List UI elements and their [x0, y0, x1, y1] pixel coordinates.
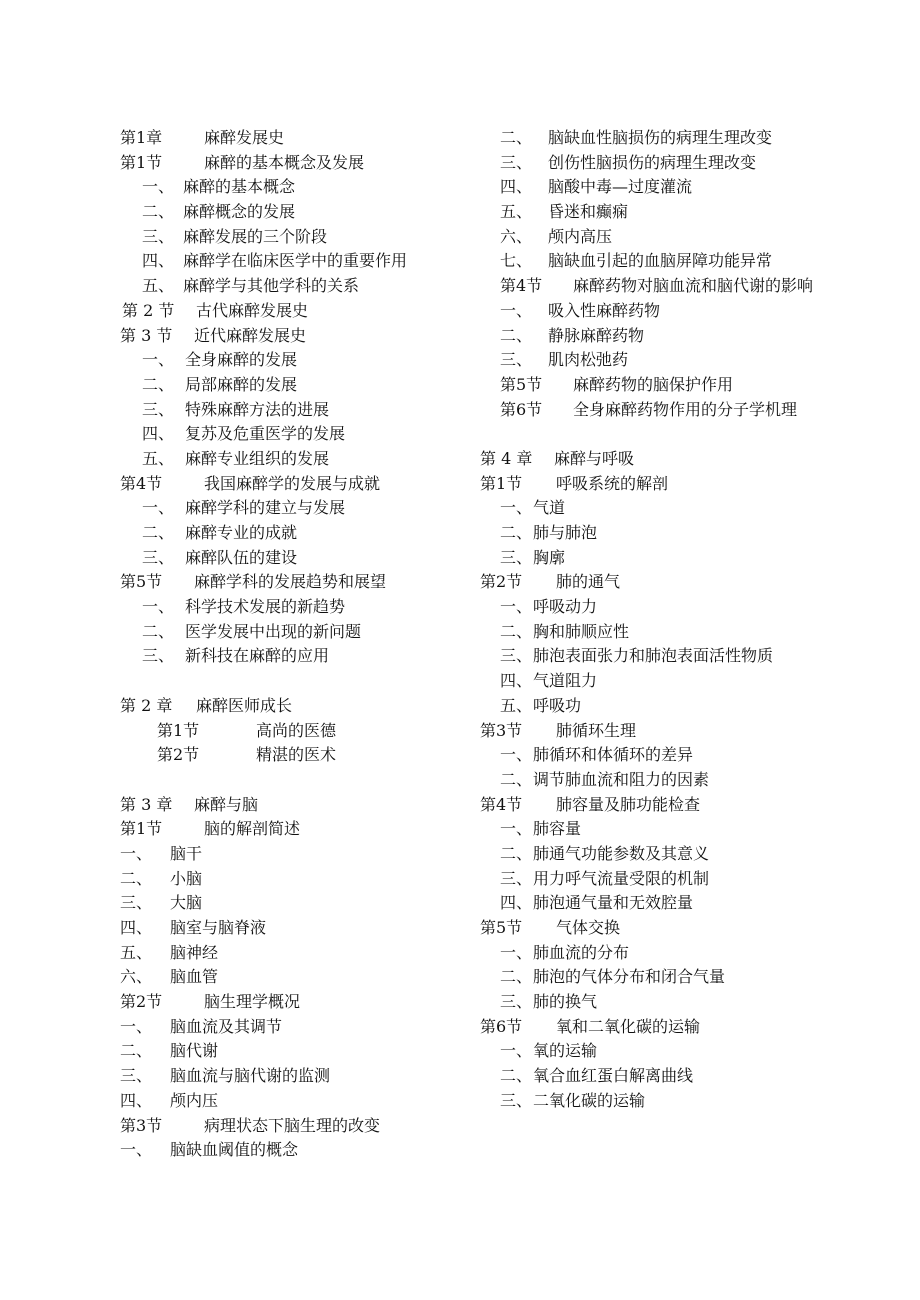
toc-number: 一、: [142, 350, 175, 370]
toc-number: 三、: [142, 547, 175, 567]
toc-item: [480, 1089, 825, 1114]
toc-title: 创伤性脑损伤的病理生理改变: [548, 152, 757, 172]
toc-number: 四、: [120, 918, 153, 937]
toc-number: 一、: [142, 498, 175, 518]
toc-title: 科学技术发展的新趋势: [185, 597, 346, 617]
toc-item: [120, 867, 465, 892]
toc-title: 肺的换气: [533, 992, 598, 1012]
toc-title: 麻醉与脑: [194, 794, 259, 814]
toc-number: 二、: [500, 967, 533, 987]
toc-item: [480, 620, 825, 645]
toc-title: 呼吸动力: [533, 597, 598, 617]
toc-item: [120, 373, 465, 398]
toc-number: 第2节: [480, 572, 523, 592]
toc-left-column: [120, 126, 465, 1163]
toc-title: 肺泡通气量和无效腔量: [533, 893, 694, 913]
toc-item: [480, 990, 825, 1015]
toc-number: 第4节: [480, 794, 523, 814]
toc-number: 三、: [500, 992, 533, 1012]
toc-item: [480, 1039, 825, 1064]
blank-line: [480, 422, 825, 447]
toc-chapter-heading: [480, 447, 825, 472]
toc-number: 一、: [500, 942, 533, 962]
toc-title: 氧合血红蛋白解离曲线: [533, 1066, 694, 1086]
toc-item: [480, 249, 825, 274]
toc-title: 麻醉药物的脑保护作用: [573, 374, 734, 394]
toc-item: [480, 546, 825, 571]
toc-item: [480, 867, 825, 892]
toc-number: 二、: [142, 621, 175, 641]
toc-title: 肺的通气: [556, 572, 621, 592]
toc-title: 脑缺血阈值的概念: [170, 1140, 299, 1160]
toc-number: 第1节: [480, 473, 523, 493]
toc-title: 精湛的医术: [256, 745, 337, 765]
toc-item: [120, 891, 465, 916]
toc-title: 麻醉学科的发展趋势和展望: [194, 572, 387, 592]
toc-item: [480, 496, 825, 521]
toc-number: 三、: [120, 1066, 153, 1086]
toc-item: [480, 644, 825, 669]
toc-title: 呼吸系统的解剖: [556, 473, 669, 493]
toc-title: 麻醉与呼吸: [554, 448, 635, 468]
toc-number: 四、: [120, 1090, 153, 1110]
toc-number: 五、: [142, 448, 175, 468]
toc-number: 二、: [142, 374, 175, 394]
toc-item: [120, 644, 465, 669]
toc-title: 气体交换: [556, 918, 621, 938]
toc-number: 二、: [120, 1041, 153, 1061]
toc-title: 肺泡的气体分布和闭合气量: [533, 967, 726, 987]
toc-number: 六、: [500, 226, 533, 246]
toc-title: 肺血流的分布: [533, 942, 630, 962]
toc-title: 脑酸中毒—过度灌流: [548, 177, 693, 197]
toc-title: 胸廓: [533, 547, 566, 567]
toc-section-heading: [480, 373, 825, 398]
toc-section-heading: [120, 990, 465, 1015]
toc-title: 肺通气功能参数及其意义: [533, 843, 710, 863]
toc-number: 二、: [120, 868, 153, 888]
toc-number: 七、: [500, 251, 533, 271]
toc-title: 静脉麻醉药物: [548, 325, 645, 345]
toc-item: [480, 891, 825, 916]
toc-section-heading: [120, 570, 465, 595]
toc-number: 四、: [500, 893, 533, 913]
toc-number: 一、: [500, 498, 533, 518]
toc-title: 麻醉专业组织的发展: [185, 448, 330, 468]
toc-title: 脑缺血性脑损伤的病理生理改变: [548, 128, 773, 147]
toc-title: 氧和二氧化碳的运输: [556, 1016, 701, 1036]
toc-title: 麻醉学科的建立与发展: [185, 498, 346, 518]
toc-title: 脑生理学概况: [204, 992, 301, 1012]
toc-number: 第2节: [157, 745, 200, 765]
toc-title: 麻醉的基本概念及发展: [204, 152, 365, 172]
toc-number: 第5节: [500, 374, 543, 394]
toc-section-heading: [120, 743, 465, 768]
toc-number: 五、: [120, 942, 153, 962]
toc-item: [120, 200, 465, 225]
toc-number: 二、: [500, 843, 533, 863]
toc-section-heading: [480, 916, 825, 941]
toc-item: [120, 1039, 465, 1064]
toc-number: 第2节: [120, 992, 163, 1012]
toc-item: [120, 546, 465, 571]
toc-title: 脑神经: [170, 942, 219, 962]
toc-number: 五、: [142, 276, 175, 296]
toc-number: 第4节: [120, 473, 163, 493]
toc-title: 麻醉医师成长: [196, 695, 293, 715]
toc-item: [480, 151, 825, 176]
toc-number: 第1章: [120, 128, 163, 147]
toc-number: 二、: [500, 523, 533, 543]
toc-item: [480, 324, 825, 349]
toc-item: [120, 521, 465, 546]
toc-item: [120, 274, 465, 299]
toc-title: 全身麻醉的发展: [185, 350, 298, 370]
toc-number: 四、: [500, 177, 533, 197]
toc-item: [480, 126, 825, 151]
toc-number: 三、: [142, 399, 175, 419]
toc-title: 复苏及危重医学的发展: [185, 424, 346, 444]
toc-title: 脑缺血引起的血脑屏障功能异常: [548, 251, 773, 271]
toc-title: 麻醉药物对脑血流和脑代谢的影响: [573, 276, 814, 296]
toc-number: 第6节: [500, 399, 543, 419]
toc-number: 三、: [500, 152, 533, 172]
toc-number: 第1节: [157, 720, 200, 740]
toc-title: 病理状态下脑生理的改变: [204, 1115, 381, 1135]
toc-title: 颅内高压: [548, 226, 613, 246]
toc-number: 第1节: [120, 819, 163, 839]
toc-title: 麻醉专业的成就: [185, 523, 298, 542]
toc-title: 近代麻醉发展史: [194, 325, 307, 345]
toc-title: 调节肺血流和阻力的因素: [533, 769, 710, 789]
toc-number: 一、: [500, 745, 533, 765]
toc-title: 脑代谢: [170, 1041, 219, 1061]
toc-title: 肌肉松弛药: [548, 350, 629, 370]
toc-title: 脑干: [170, 843, 203, 863]
toc-number: 六、: [120, 967, 153, 987]
toc-title: 麻醉发展史: [204, 128, 285, 147]
toc-number: 三、: [500, 1090, 533, 1110]
toc-title: 呼吸功: [533, 695, 582, 715]
toc-section-heading: [480, 793, 825, 818]
toc-title: 二氧化碳的运输: [533, 1090, 646, 1110]
toc-number: 三、: [500, 868, 533, 888]
toc-number: 二、: [500, 621, 533, 641]
toc-title: 颅内压: [170, 1090, 219, 1110]
toc-title: 麻醉发展的三个阶段: [183, 226, 328, 246]
toc-number: 第 4 章: [480, 448, 533, 468]
toc-title: 吸入性麻醉药物: [548, 300, 661, 320]
toc-item: [480, 595, 825, 620]
toc-item: [120, 1138, 465, 1163]
toc-item: [120, 842, 465, 867]
toc-item: [120, 348, 465, 373]
toc-section-heading: [120, 299, 465, 324]
toc-title: 肺循环生理: [556, 720, 637, 740]
toc-title: 氧的运输: [533, 1041, 598, 1061]
toc-section-heading: [120, 151, 465, 176]
toc-item: [120, 175, 465, 200]
toc-number: 第 2 节: [122, 300, 175, 320]
toc-title: 肺容量: [533, 819, 582, 839]
toc-title: 麻醉概念的发展: [183, 202, 296, 222]
toc-item: [120, 249, 465, 274]
toc-item: [120, 1064, 465, 1089]
toc-section-heading: [480, 570, 825, 595]
toc-title: 医学发展中出现的新问题: [185, 621, 362, 641]
toc-number: 四、: [142, 251, 175, 271]
toc-item: [480, 941, 825, 966]
toc-number: 第5节: [480, 918, 523, 938]
toc-right-column: [480, 126, 825, 1114]
toc-title: 用力呼气流量受限的机制: [533, 868, 710, 888]
toc-item: [120, 916, 465, 941]
toc-title: 麻醉学在临床医学中的重要作用: [183, 251, 408, 271]
toc-title: 古代麻醉发展史: [196, 300, 309, 320]
toc-title: 脑血流与脑代谢的监测: [170, 1066, 331, 1086]
toc-section-heading: [480, 1015, 825, 1040]
toc-title: 特殊麻醉方法的进展: [185, 399, 330, 419]
toc-item: [480, 1064, 825, 1089]
toc-section-heading: [120, 1114, 465, 1139]
toc-item: [120, 398, 465, 423]
toc-item: [120, 941, 465, 966]
toc-item: [120, 595, 465, 620]
toc-item: [480, 842, 825, 867]
toc-item: [480, 768, 825, 793]
toc-item: [120, 496, 465, 521]
toc-title: 高尚的医德: [256, 720, 337, 740]
blank-line: [120, 768, 465, 793]
toc-number: 二、: [500, 1066, 533, 1086]
toc-title: 气道阻力: [533, 671, 598, 691]
toc-number: 一、: [500, 300, 533, 320]
toc-title: 麻醉学与其他学科的关系: [183, 276, 360, 296]
toc-title: 麻醉的基本概念: [183, 177, 296, 197]
blank-line: [120, 669, 465, 694]
toc-title: 麻醉队伍的建设: [185, 547, 298, 567]
toc-title: 肺循环和体循环的差异: [533, 745, 694, 765]
toc-number: 第3节: [120, 1115, 163, 1135]
toc-section-heading: [480, 472, 825, 497]
toc-number: 三、: [500, 547, 533, 567]
toc-title: 局部麻醉的发展: [185, 374, 298, 394]
toc-number: 一、: [120, 843, 153, 863]
toc-section-heading: [120, 472, 465, 497]
toc-number: 二、: [142, 523, 175, 542]
toc-item: [120, 965, 465, 990]
toc-section-heading: [480, 398, 825, 423]
toc-number: 三、: [142, 646, 175, 666]
toc-title: 小脑: [170, 868, 203, 888]
toc-number: 一、: [500, 597, 533, 617]
toc-title: 气道: [533, 498, 566, 518]
toc-item: [480, 175, 825, 200]
toc-section-heading: [480, 274, 825, 299]
toc-title: 昏迷和癫痫: [548, 202, 629, 222]
toc-item: [120, 422, 465, 447]
toc-number: 一、: [142, 597, 175, 617]
toc-item: [120, 447, 465, 472]
toc-title: 肺与肺泡: [533, 523, 598, 543]
toc-title: 肺容量及肺功能检查: [556, 794, 701, 814]
toc-title: 新科技在麻醉的应用: [185, 646, 330, 666]
toc-number: 一、: [500, 1041, 533, 1061]
toc-item: [120, 1015, 465, 1040]
toc-number: 五、: [500, 695, 533, 715]
toc-number: 第5节: [120, 572, 163, 592]
toc-item: [480, 348, 825, 373]
toc-number: 二、: [500, 325, 533, 345]
toc-number: 三、: [500, 350, 533, 370]
toc-title: 脑血流及其调节: [170, 1016, 283, 1036]
toc-section-heading: [120, 817, 465, 842]
toc-item: [120, 225, 465, 250]
toc-number: 三、: [120, 893, 153, 913]
toc-section-heading: [480, 719, 825, 744]
toc-number: 二、: [500, 128, 533, 147]
toc-item: [120, 1089, 465, 1114]
toc-number: 三、: [142, 226, 175, 246]
toc-section-heading: [120, 324, 465, 349]
toc-item: [480, 521, 825, 546]
toc-item: [480, 225, 825, 250]
toc-item: [120, 620, 465, 645]
toc-number: 五、: [500, 202, 533, 222]
toc-number: 三、: [500, 646, 533, 666]
toc-number: 一、: [500, 819, 533, 839]
toc-title: 全身麻醉药物作用的分子学机理: [573, 399, 798, 419]
toc-chapter-heading: [120, 793, 465, 818]
toc-title: 脑血管: [170, 967, 219, 987]
toc-number: 四、: [142, 424, 175, 444]
toc-number: 第 2 章: [120, 695, 173, 715]
toc-number: 第4节: [500, 276, 543, 296]
toc-title: 我国麻醉学的发展与成就: [204, 473, 381, 493]
toc-item: [480, 965, 825, 990]
toc-item: [480, 299, 825, 324]
toc-number: 二、: [142, 202, 175, 222]
toc-item: [480, 817, 825, 842]
toc-chapter-heading: [120, 126, 465, 151]
toc-number: 第6节: [480, 1016, 523, 1036]
toc-title: 脑室与脑脊液: [170, 918, 267, 937]
toc-item: [480, 669, 825, 694]
toc-number: 一、: [142, 177, 175, 197]
toc-number: 二、: [500, 769, 533, 789]
toc-chapter-heading: [120, 694, 465, 719]
toc-number: 一、: [120, 1140, 153, 1160]
toc-number: 一、: [120, 1016, 153, 1036]
toc-title: 大脑: [170, 893, 203, 913]
toc-item: [480, 694, 825, 719]
toc-number: 第3节: [480, 720, 523, 740]
toc-item: [480, 743, 825, 768]
toc-item: [480, 200, 825, 225]
toc-title: 脑的解剖简述: [204, 819, 301, 839]
toc-title: 胸和肺顺应性: [533, 621, 630, 641]
toc-number: 第 3 章: [120, 794, 173, 814]
toc-section-heading: [120, 719, 465, 744]
toc-number: 四、: [500, 671, 533, 691]
toc-number: 第 3 节: [120, 325, 173, 345]
toc-title: 肺泡表面张力和肺泡表面活性物质: [533, 646, 774, 666]
toc-number: 第1节: [120, 152, 163, 172]
